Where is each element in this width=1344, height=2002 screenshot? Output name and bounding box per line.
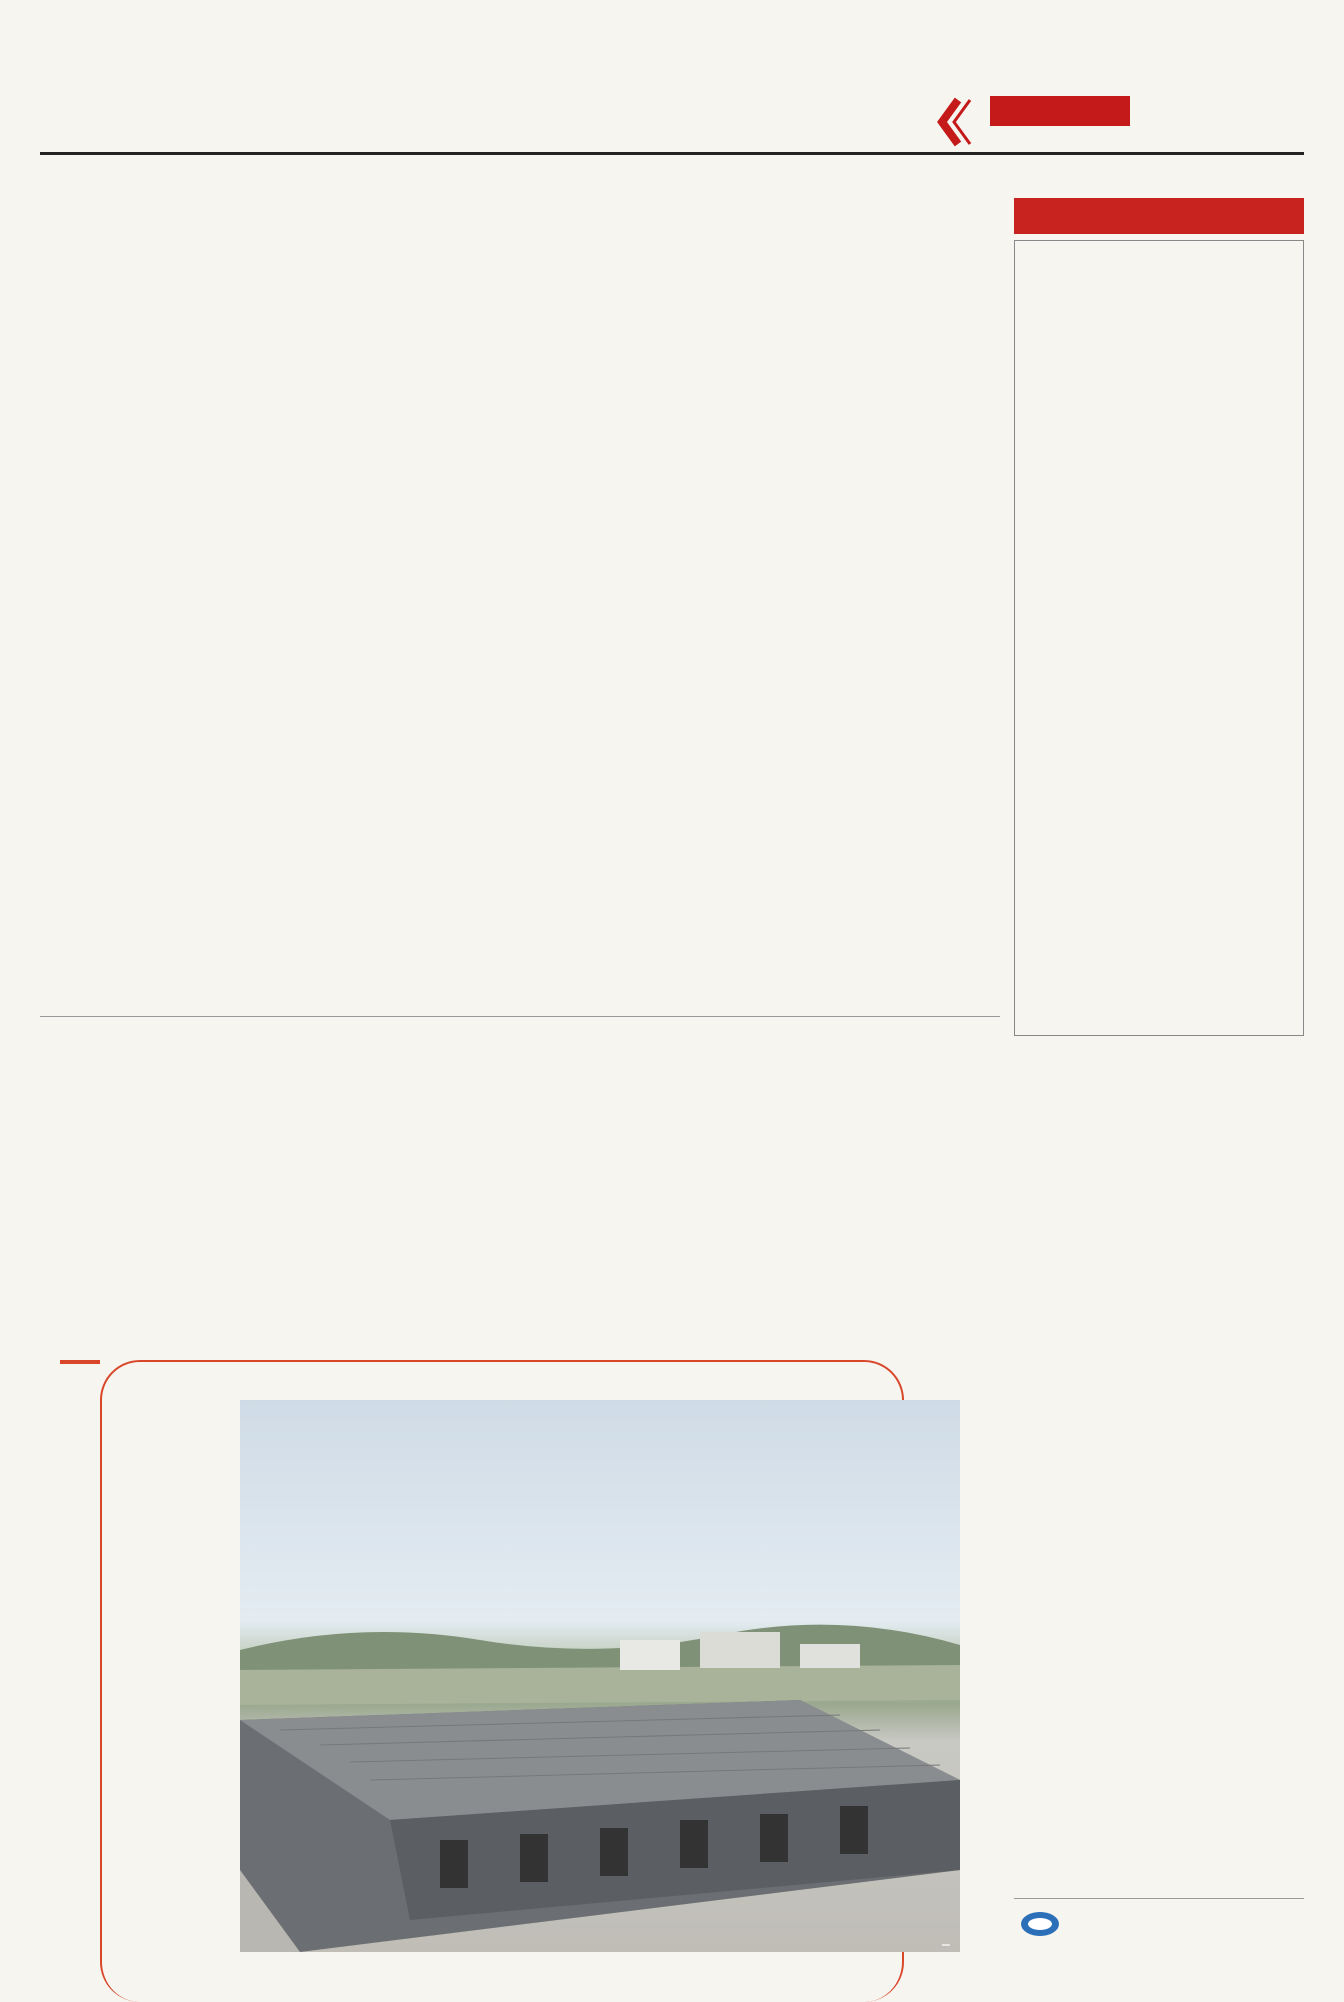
news-logo-icon [1020,1904,1060,1944]
ad-divider [1014,1898,1304,1899]
main-article-col4 [616,300,798,1010]
main-article-col2 [232,300,414,1010]
commentary-banner [1014,198,1304,234]
vocational-col4 [616,1106,798,1266]
main-article-col1 [40,300,222,1010]
warehouse-photo [240,1400,960,1952]
frame-accent-left [60,1360,100,1364]
section-divider [40,1016,1000,1017]
heritage-col2 [1158,1204,1298,1844]
commentary-body-top [1026,250,1216,750]
photo-caption [942,1944,950,1946]
vocational-col1 [40,1106,222,1266]
vocational-col3 [424,1106,606,1266]
main-article-col3 [424,300,606,1010]
warehouse-caption-text [108,1408,232,1908]
heritage-col1 [1014,1266,1148,1866]
vocational-col2 [232,1106,414,1266]
vocational-col5 [808,1106,990,1266]
paper-logo [990,96,1130,126]
header-rule [40,152,1304,155]
main-article-col5 [808,300,990,1010]
chevron-left-icon [932,94,972,150]
commentary-body-bottom [1026,752,1294,1020]
